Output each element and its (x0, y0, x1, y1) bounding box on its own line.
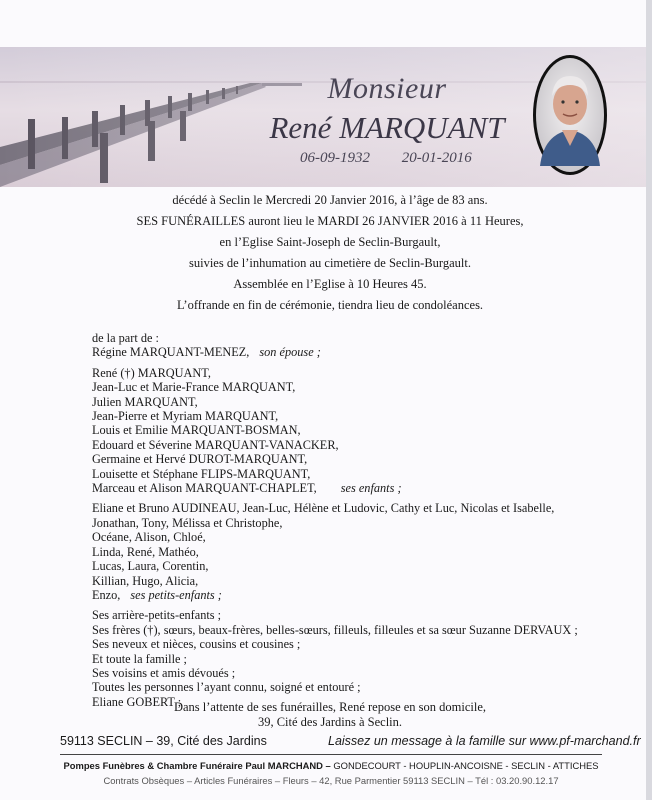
grandchild-row (92, 588, 632, 602)
relative-row: Ses frères (†), sœurs, beaux-frères, belles-sœurs, filleuls, filleules et sa sœur Suzanne DERVAUX ; (92, 622, 578, 637)
relative-row: Eliane GOBERT ; (92, 694, 182, 709)
company-line (60, 760, 602, 771)
grandchild-row: Jonathan, Tony, Mélissa et Christophe, (92, 515, 283, 530)
relative-row: Ses neveux et nièces, cousins et cousines ; (92, 637, 301, 652)
spouse-name: Régine MARQUANT-MENEZ, (92, 345, 250, 360)
grandchildren-role: ses petits-enfants ; (130, 587, 222, 602)
child-row: Jean-Pierre et Myriam MARQUANT, (92, 409, 279, 424)
closing-line: 39, Cité des Jardins à Seclin. (257, 715, 403, 729)
grandchild-name: Enzo, (92, 587, 121, 602)
announcement-line: suivies de l’inhumation au cimetière de Seclin-Burgault. (189, 256, 471, 270)
announcement-line: L’offrande en fin de cérémonie, tiendra lieu de condoléances. (176, 298, 484, 312)
spouse-role: son épouse ; (259, 345, 321, 360)
page-edge (646, 0, 652, 800)
announcement-line: Assemblée en l’Eglise à 10 Heures 45. (233, 277, 427, 291)
grandchild-row: Lucas, Laura, Corentin, (92, 559, 209, 574)
child-row: Louis et Emilie MARQUANT-BOSMAN, (92, 423, 301, 438)
announcement (80, 190, 580, 316)
children-role: ses enfants ; (340, 481, 402, 496)
grandchild-row: Linda, René, Mathéo, (92, 544, 199, 559)
child-row: Jean-Luc et Marie-France MARQUANT, (92, 380, 296, 395)
announcement-line: SES FUNÉRAILLES auront lieu le MARDI 26 JANVIER 2016 à 11 Heures, (136, 214, 524, 228)
child-row: Julien MARQUANT, (92, 394, 198, 409)
grandchild-row: Eliane et Bruno AUDINEAU, Jean-Luc, Hélène et Ludovic, Cathy et Luc, Nicolas et Isabelle, (92, 501, 555, 516)
footer-divider (60, 754, 602, 755)
relative-row: Et toute la famille ; (92, 651, 187, 666)
funeral-home-address: 59113 SECLIN – 39, Cité des Jardins (60, 734, 267, 748)
title: Monsieur (327, 72, 447, 105)
spouse-row (92, 345, 632, 359)
message-link[interactable]: Laissez un message à la famille sur www.pf-marchand.fr (328, 734, 641, 748)
relative-row: Ses arrière-petits-enfants ; (92, 608, 222, 623)
child-row: Louisette et Stéphane FLIPS-MARQUANT, (92, 466, 311, 481)
family-intro: de la part de : (92, 331, 159, 345)
child-row: René (†) MARQUANT, (92, 365, 211, 380)
company-name: Pompes Funèbres & Chambre Funéraire Paul MARCHAND – (63, 760, 331, 771)
announcement-line: en l’Eglise Saint-Joseph de Seclin-Burgault, (219, 235, 441, 249)
name-block (262, 72, 512, 146)
family-list (92, 331, 632, 709)
child-row: Germaine et Hervé DUROT-MARQUANT, (92, 452, 308, 467)
closing (80, 700, 580, 730)
child-row (92, 481, 632, 495)
grandchild-row: Océane, Alison, Chloé, (92, 530, 206, 545)
contracts-line: Contrats Obsèques – Articles Funéraires – Fleurs – 42, Rue Parmentier 59113 SECLIN – Tél : 03.20.90.12.17 (103, 775, 559, 786)
death-date: 20-01-2016 (401, 150, 472, 166)
deceased-name: René MARQUANT (269, 110, 505, 145)
child-name: Marceau et Alison MARQUANT-CHAPLET, (92, 481, 317, 496)
relative-row: Toutes les personnes l’ayant connu, soigné et entouré ; (92, 680, 361, 695)
dates (300, 150, 480, 167)
announcement-line: décédé à Seclin le Mercredi 20 Janvier 2016, à l’âge de 83 ans. (172, 193, 488, 207)
child-row: Edouard et Séverine MARQUANT-VANACKER, (92, 437, 339, 452)
closing-line: Dans l’attente de ses funérailles, René repose en son domicile, (173, 700, 487, 714)
birth-date: 06-09-1932 (300, 150, 370, 166)
grandchild-row: Killian, Hugo, Alicia, (92, 573, 199, 588)
relative-row: Ses voisins et amis dévoués ; (92, 665, 236, 680)
portrait-photo (532, 54, 608, 176)
company-towns: GONDECOURT - HOUPLIN-ANCOISNE - SECLIN - ATTICHES (333, 760, 599, 771)
